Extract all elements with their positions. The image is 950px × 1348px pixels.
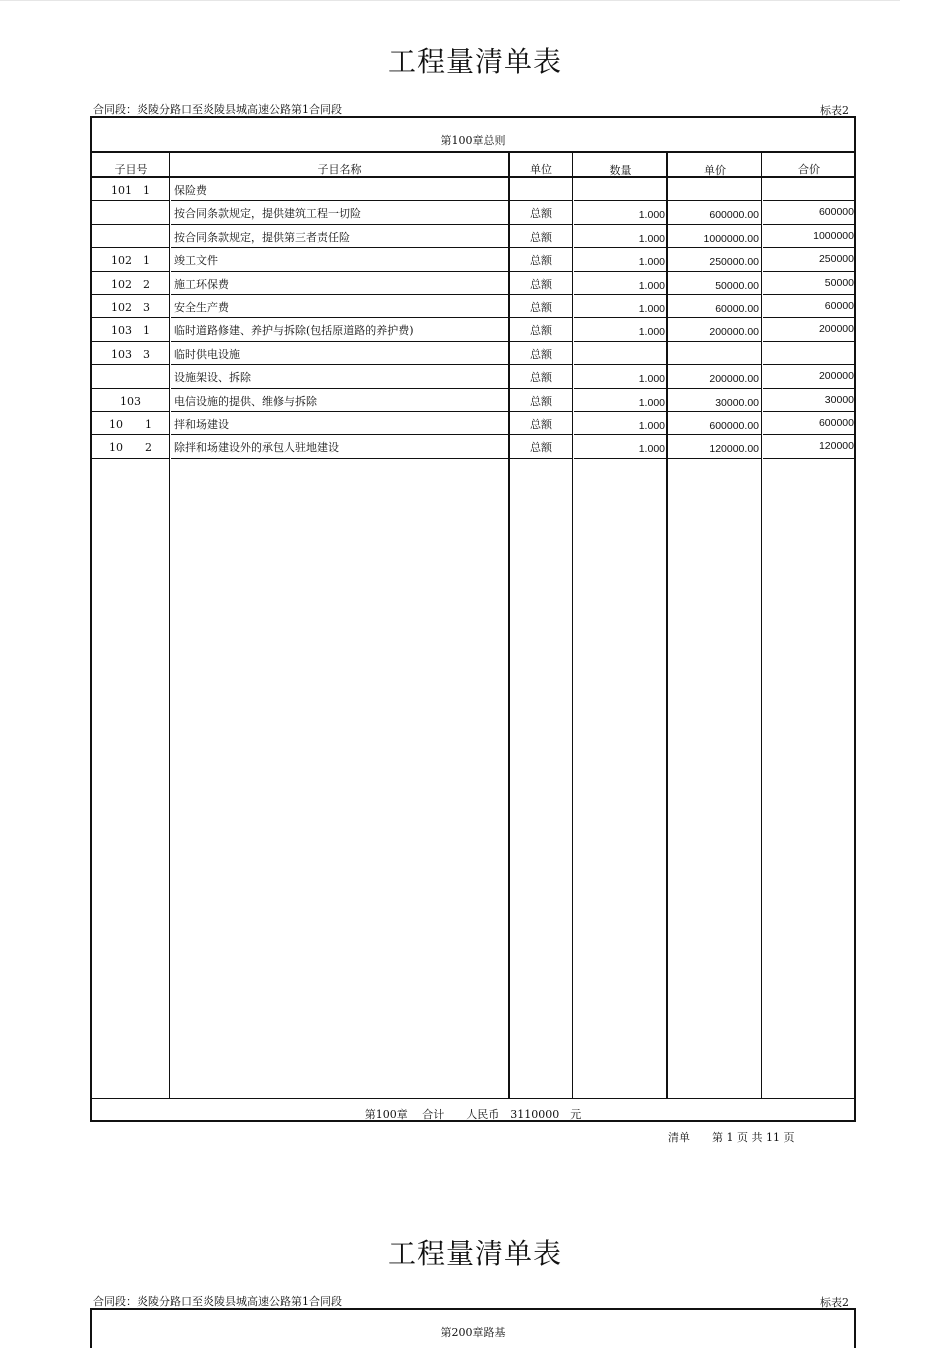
cell-code: 103 1	[111, 324, 150, 338]
row-rule	[574, 411, 666, 412]
col-line	[169, 153, 170, 1098]
page-title: 工程量清单表	[387, 45, 562, 78]
row-rule	[763, 434, 856, 435]
row-rule	[510, 271, 572, 272]
cell-price: 200000.00	[709, 373, 759, 386]
row-rule	[668, 364, 761, 365]
row-rule	[510, 364, 572, 365]
row-rule	[510, 294, 572, 295]
cell-price: 1000000.00	[703, 232, 759, 245]
cell-total: 200000	[818, 370, 854, 383]
row-rule	[510, 388, 572, 389]
chapter-title-2: 第200章路基	[440, 1326, 506, 1339]
row-rule	[171, 341, 508, 342]
cell-total: 250000	[818, 253, 854, 266]
row-rule	[171, 224, 508, 225]
cell-qty: 1.000	[638, 420, 665, 432]
cell-name: 拌和场建设	[174, 418, 229, 431]
row-rule	[763, 247, 856, 248]
row-rule	[510, 224, 572, 225]
row-rule	[92, 458, 169, 459]
row-rule	[171, 317, 508, 318]
row-rule	[668, 341, 761, 342]
cell-qty: 1.000	[638, 209, 665, 222]
row-rule	[668, 271, 761, 272]
cell-code: 103	[120, 394, 141, 408]
cell-price: 250000.00	[709, 256, 759, 269]
row-rule	[574, 317, 666, 318]
cell-name: 除拌和场建设外的承包人驻地建设	[174, 441, 339, 455]
cell-price: 30000.00	[715, 396, 759, 409]
cell-unit: 总额	[530, 347, 552, 361]
cell-total: 30000	[824, 393, 854, 406]
cell-price: 600000.00	[709, 209, 759, 222]
cell-total: 50000	[824, 276, 854, 289]
cell-name: 按合同条款规定，提供第三者责任险	[174, 230, 350, 244]
row-rule	[763, 224, 856, 225]
row-rule	[92, 434, 169, 435]
cell-name: 电信设施的提供、维修与拆除	[174, 394, 317, 408]
row-rule	[92, 317, 169, 318]
cell-code: 10 1	[109, 418, 152, 431]
row-rule	[92, 247, 169, 248]
cell-qty: 1.000	[638, 256, 665, 269]
row-rule	[763, 364, 856, 365]
cell-name: 安全生产费	[174, 301, 229, 314]
page-title-2: 工程量清单表	[387, 1237, 562, 1270]
row-rule	[668, 458, 761, 459]
col-line	[761, 153, 762, 1098]
row-rule	[92, 200, 169, 201]
row-rule	[574, 294, 666, 295]
cell-name: 竣工文件	[174, 254, 218, 268]
header-divider	[92, 176, 854, 178]
form-label-2: 标表2	[820, 1296, 849, 1309]
row-rule	[171, 458, 508, 459]
row-rule	[510, 411, 572, 412]
cell-qty: 1.000	[638, 373, 665, 386]
cell-unit: 总额	[530, 301, 552, 314]
row-rule	[92, 411, 169, 412]
cell-name: 临时供电设施	[174, 347, 240, 361]
cell-unit: 总额	[530, 371, 552, 385]
row-rule	[668, 317, 761, 318]
bill-table-2	[90, 1308, 856, 1348]
row-rule	[171, 364, 508, 365]
row-rule	[510, 458, 572, 459]
row-rule	[510, 317, 572, 318]
row-rule	[668, 200, 761, 201]
row-rule	[92, 388, 169, 389]
row-rule	[668, 388, 761, 389]
row-rule	[574, 388, 666, 389]
col-line	[572, 153, 573, 1098]
row-rule	[510, 247, 572, 248]
row-rule	[763, 294, 856, 295]
cell-code: 101 1	[111, 184, 150, 197]
cell-total: 200000	[818, 323, 854, 336]
col-header-name: 子目名称	[317, 163, 362, 176]
cell-price: 200000.00	[709, 326, 759, 339]
cell-unit: 总额	[530, 441, 552, 455]
row-rule	[763, 411, 856, 412]
cell-name: 按合同条款规定，提供建筑工程一切险	[174, 207, 361, 221]
cell-total: 120000	[818, 440, 854, 453]
row-rule	[171, 294, 508, 295]
contract-section: 合同段：炎陵分路口至炎陵县城高速公路第1合同段	[93, 103, 342, 116]
row-rule	[763, 271, 856, 272]
row-rule	[510, 200, 572, 201]
col-header-total: 合价	[798, 163, 820, 176]
cell-price: 120000.00	[709, 443, 759, 456]
cell-name: 保险费	[174, 184, 207, 197]
cell-qty: 1.000	[638, 279, 665, 292]
footer-total: 第100章 合计 人民币 3110000 元	[364, 1108, 582, 1121]
cell-unit: 总额	[530, 254, 552, 268]
row-rule	[574, 458, 666, 459]
cell-unit: 总额	[530, 418, 552, 431]
col-header-qty: 数量	[609, 164, 632, 177]
cell-total: 600000	[818, 417, 854, 429]
row-rule	[763, 200, 856, 201]
row-rule	[92, 364, 169, 365]
cell-unit: 总额	[530, 207, 552, 221]
row-rule	[668, 247, 761, 248]
row-rule	[92, 341, 169, 342]
cell-code: 102 1	[111, 254, 150, 268]
cell-total: 60000	[824, 300, 854, 312]
cell-code: 102 3	[111, 301, 150, 314]
row-rule	[763, 458, 856, 459]
row-rule	[171, 271, 508, 272]
cell-qty: 1.000	[638, 303, 665, 315]
cell-total: 600000	[818, 206, 854, 219]
cell-qty: 1.000	[638, 396, 665, 409]
row-rule	[668, 224, 761, 225]
row-rule	[510, 434, 572, 435]
contract-section-2: 合同段：炎陵分路口至炎陵县城高速公路第1合同段	[93, 1295, 342, 1308]
form-label: 标表2	[820, 104, 849, 117]
row-rule	[92, 271, 169, 272]
cell-price: 600000.00	[709, 420, 759, 432]
row-rule	[574, 364, 666, 365]
cell-qty: 1.000	[638, 443, 665, 456]
col-header-price: 单价	[704, 164, 726, 177]
cell-unit: 总额	[530, 230, 552, 244]
row-rule	[668, 434, 761, 435]
cell-price: 60000.00	[715, 303, 759, 315]
cell-unit: 总额	[530, 394, 552, 408]
row-rule	[668, 411, 761, 412]
row-rule	[574, 247, 666, 248]
page-info: 清单 第 1 页 共 11 页	[668, 1131, 795, 1144]
cell-name: 施工环保费	[174, 277, 229, 291]
row-rule	[763, 341, 856, 342]
cell-name: 设施架设、拆除	[174, 371, 251, 385]
row-rule	[171, 247, 508, 248]
row-rule	[574, 341, 666, 342]
cell-code: 103 3	[111, 347, 150, 361]
cell-code: 102 2	[111, 277, 150, 291]
row-rule	[763, 388, 856, 389]
page-top-rule	[0, 0, 900, 1]
row-rule	[574, 271, 666, 272]
bill-table	[90, 116, 856, 1122]
row-rule	[510, 341, 572, 342]
row-rule	[574, 434, 666, 435]
col-header-code: 子目号	[114, 163, 148, 176]
row-rule	[763, 317, 856, 318]
cell-code: 10 2	[109, 441, 152, 455]
col-header-unit: 单位	[530, 163, 552, 176]
cell-qty: 1.000	[638, 326, 665, 339]
cell-price: 50000.00	[715, 279, 759, 292]
cell-qty: 1.000	[638, 232, 665, 245]
cell-total: 1000000	[813, 229, 854, 242]
row-rule	[92, 294, 169, 295]
row-rule	[171, 434, 508, 435]
row-rule	[668, 294, 761, 295]
cell-name: 临时道路修建、养护与拆除(包括原道路的养护费)	[174, 324, 414, 338]
footer-divider	[92, 1098, 854, 1099]
chapter-divider	[92, 151, 854, 153]
cell-unit: 总额	[530, 277, 552, 291]
row-rule	[574, 200, 666, 201]
row-rule	[171, 200, 508, 201]
row-rule	[171, 411, 508, 412]
row-rule	[171, 388, 508, 389]
row-rule	[92, 224, 169, 225]
chapter-title: 第100章总则	[440, 134, 506, 147]
cell-unit: 总额	[530, 324, 552, 338]
row-rule	[574, 224, 666, 225]
